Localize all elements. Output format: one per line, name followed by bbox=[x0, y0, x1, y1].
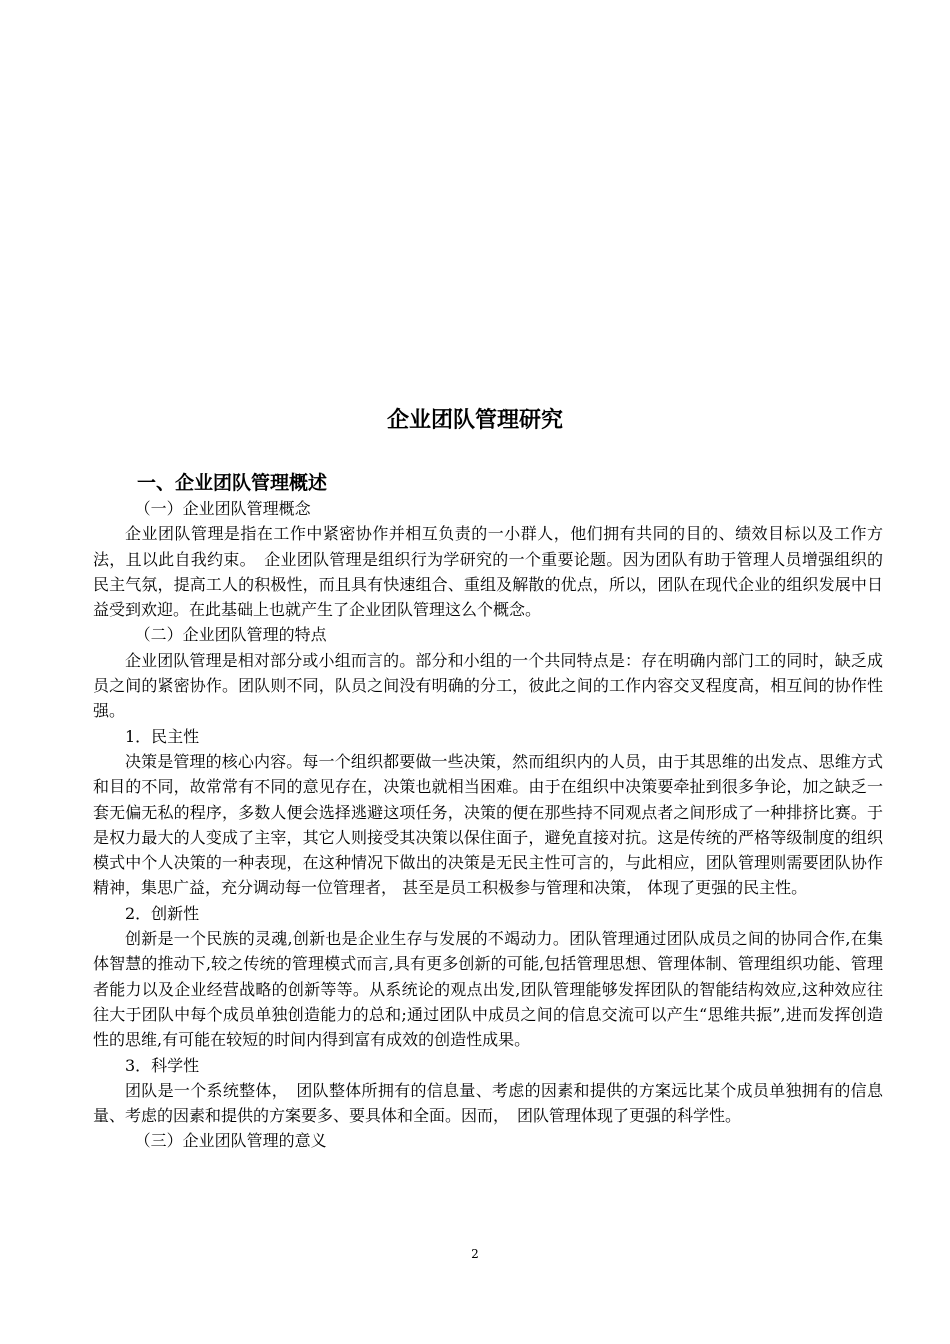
paragraph: 创新是一个民族的灵魂,创新也是企业生存与发展的不竭动力。团队管理通过团队成员之间的协同合作,在集体智慧的推动下,较之传统的管理模式而言,具有更多创新的可能,包括管理思想、管理体制、管理组织功能、管理者能力以及企业经营战略的创新等等。从系统论的观点出发,团队管理能够发挥团队的智能结构效应,这种效应往往大于团队中每个成员单独创造能力的总和;通过团队中成员之间的信息交流可以产生“思维共振”,进而发挥创造性的思维,有可能在较短的时间内得到富有成效的创造性成果。 bbox=[93, 929, 883, 1050]
section-heading: 一、企业团队管理概述 bbox=[137, 472, 328, 494]
list-item-heading: 1．民主性 bbox=[125, 726, 200, 746]
subsection-heading: （二）企业团队管理的特点 bbox=[134, 625, 327, 645]
subsection-heading: （一）企业团队管理概念 bbox=[134, 499, 311, 518]
subsection-heading: （三）企业团队管理的意义 bbox=[134, 1131, 327, 1151]
document-body bbox=[93, 496, 883, 1154]
page-number: 2 bbox=[471, 1247, 479, 1261]
paragraph: 决策是管理的核心内容。每一个组织都要做一些决策，然而组织内的人员，由于其思维的出发点、思维方式和目的不同，故常常有不同的意见存在，决策也就相当困难。由于在组织中决策要牵扯到很多争论，加之缺乏一套无偏无私的程序，多数人便会选择逃避这项任务，决策的便在那些持不同观点者之间形成了一种排挤比赛。于是权力最大的人变成了主宰，其它人则接受其决策以保住面子，避免直接对抗。这是传统的严格等级制度的组织模式中个人决策的一种表现，在这种情况下做出的决策是无民主性可言的，与此相应，团队管理则需要团队协作精神，集思广益，充分调动每一位管理者， 甚至是员工积极参与管理和决策， 体现了更强的民主性。 bbox=[93, 751, 883, 898]
paragraph: 企业团队管理是相对部分或小组而言的。部分和小组的一个共同特点是：存在明确内部门工的同时，缺乏成员之间的紧密协作。团队则不同，队员之间没有明确的分工，彼此之间的工作内容交叉程度高，相互间的协作性强。 bbox=[93, 650, 883, 721]
list-item-heading: 3．科学性 bbox=[125, 1055, 200, 1075]
paragraph: 企业团队管理是指在工作中紧密协作并相互负责的一小群人，他们拥有共同的目的、绩效目标以及工作方法，且以此自我约束。 企业团队管理是组织行为学研究的一个重要论题。因为团队有助于管理人员增强组织的民主气氛，提高工人的积极性，而且具有快速组合、重组及解散的优点，所以，团队在现代企业的组织发展中日益受到欢迎。在此基础上也就产生了企业团队管理这么个概念。 bbox=[93, 524, 883, 620]
list-item-heading: 2．创新性 bbox=[125, 903, 200, 923]
document-title: 企业团队管理研究 bbox=[386, 408, 563, 433]
paragraph: 团队是一个系统整体， 团队整体所拥有的信息量、考虑的因素和提供的方案远比某个成员单独拥有的信息量、考虑的因素和提供的方案要多、要具体和全面。因而， 团队管理体现了更强的科学性。 bbox=[93, 1080, 883, 1126]
